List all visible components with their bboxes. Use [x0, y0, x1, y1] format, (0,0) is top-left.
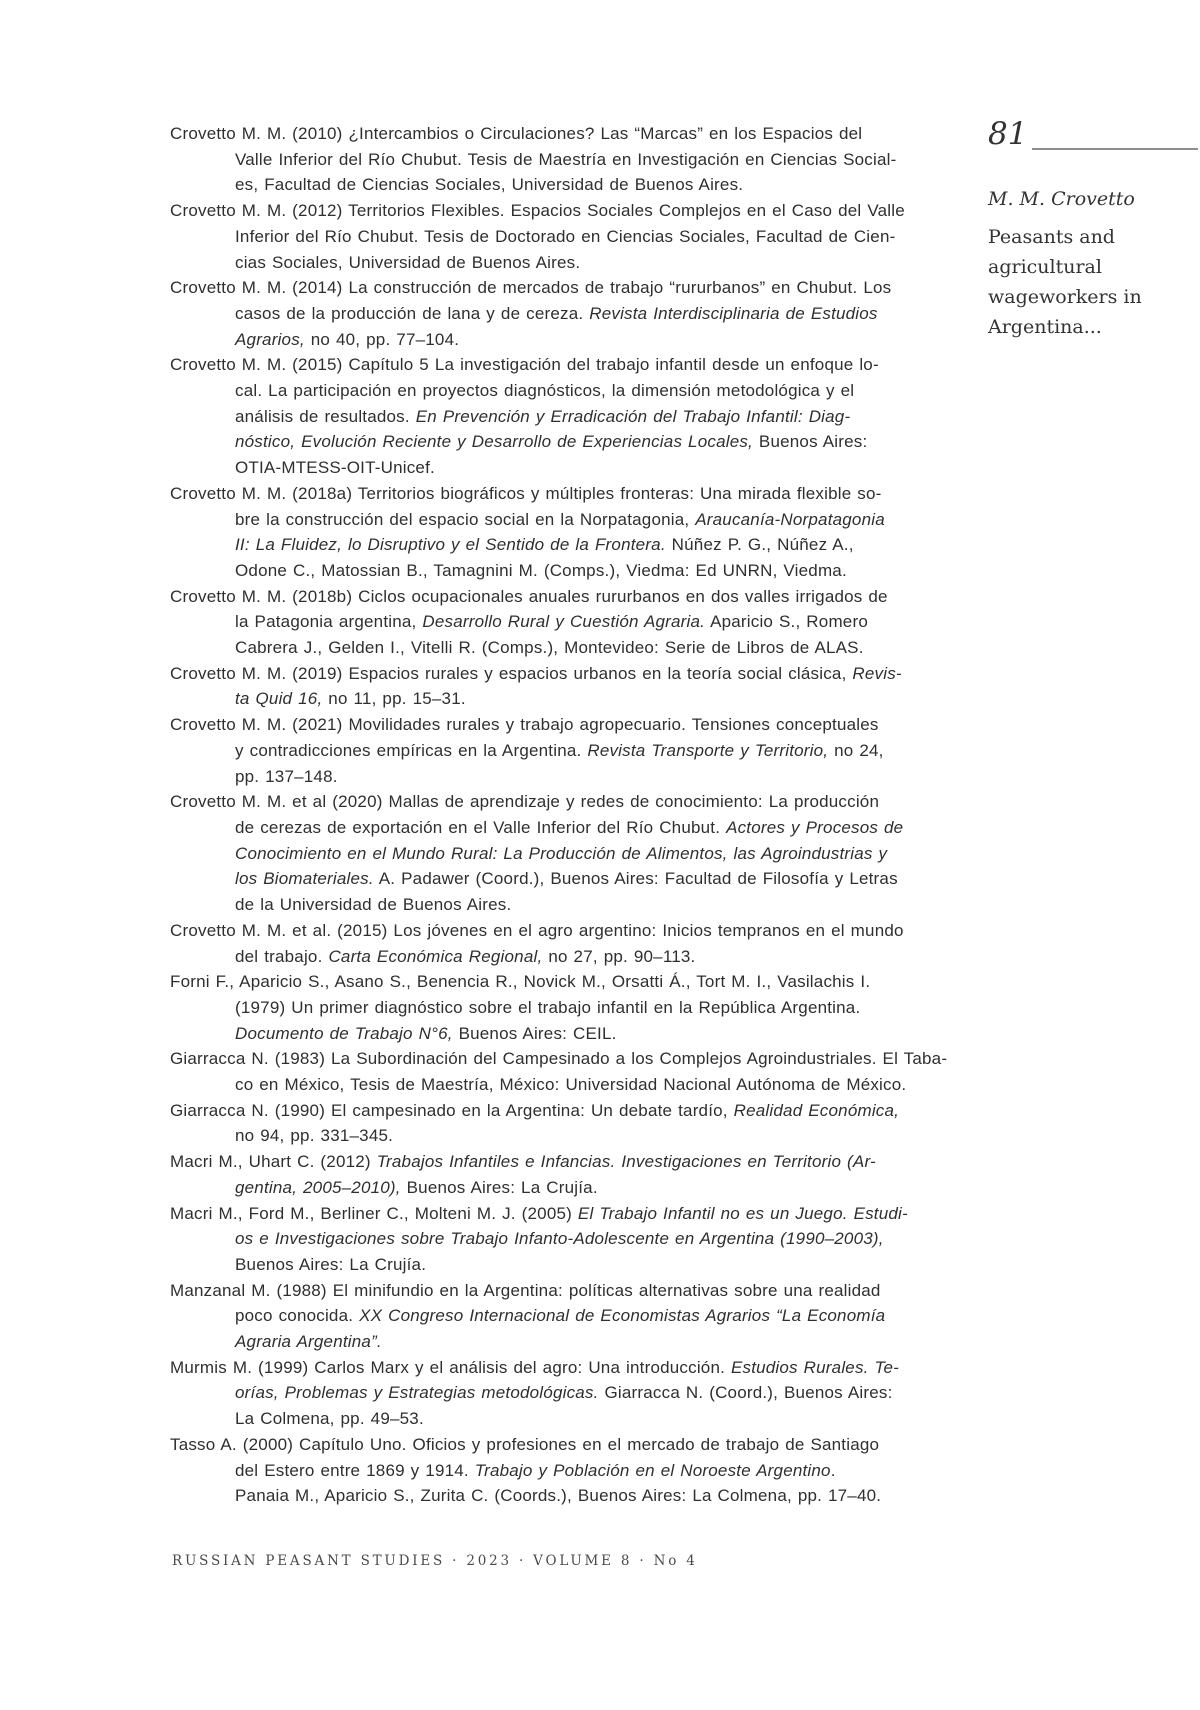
- reference-entry: [170, 275, 980, 352]
- reference-line: [170, 1458, 980, 1484]
- reference-entry: [170, 584, 980, 661]
- reference-text-segment: Manzanal M. (1988) El minifundio en la Argentina: políticas alternativas sobre una realidad: [170, 1280, 881, 1300]
- reference-line: [170, 609, 980, 635]
- reference-italic-segment: Revista Transporte y Territorio,: [587, 740, 829, 760]
- reference-text-segment: Giarracca N. (1983) La Subordinación del Campesinado a los Complejos Agroindustriales. El Taba-: [170, 1049, 948, 1069]
- reference-line: [170, 1175, 980, 1201]
- reference-text-segment: OTIA-MTESS-OIT-Unicef.: [235, 458, 435, 478]
- reference-text-segment: Núñez P. G., Núñez A.,: [665, 535, 854, 555]
- reference-line: [170, 995, 980, 1021]
- reference-text-segment: no 24,: [828, 740, 884, 760]
- reference-line: [170, 404, 980, 430]
- reference-line: [170, 1252, 980, 1278]
- reference-line: [170, 815, 980, 841]
- reference-entry: [170, 1149, 980, 1200]
- reference-line: [170, 686, 980, 712]
- reference-italic-segment: nóstico, Evolución Reciente y Desarrollo de Experiencias Locales,: [235, 432, 753, 452]
- reference-line: [170, 712, 980, 738]
- reference-line: [170, 892, 980, 918]
- reference-line: [170, 121, 980, 147]
- reference-text-segment: Cabrera J., Gelden I., Vitelli R. (Comps.), Montevideo: Serie de Libros de ALAS.: [235, 638, 864, 658]
- reference-line: [170, 250, 980, 276]
- reference-text-segment: Crovetto M. M. (2015) Capítulo 5 La investigación del trabajo infantil desde un enfoque lo-: [170, 355, 879, 375]
- reference-text-segment: Tasso A. (2000) Capítulo Uno. Oficios y profesiones en el mercado de trabajo de Santiago: [170, 1434, 880, 1454]
- running-head-title-line: agricultural: [988, 256, 1102, 278]
- reference-line: [170, 1329, 980, 1355]
- reference-text-segment: Odone C., Matossian B., Tamagnini M. (Comps.), Viedma: Ed UNRN, Viedma.: [235, 560, 847, 580]
- reference-text-segment: Giarracca N. (1990) El campesinado en la Argentina: Un debate tardío,: [170, 1100, 734, 1120]
- reference-line: [170, 866, 980, 892]
- reference-line: [170, 635, 980, 661]
- reference-text-segment: Buenos Aires: La Crujía.: [235, 1254, 427, 1274]
- reference-text-segment: del trabajo.: [235, 946, 329, 966]
- reference-line: [170, 1149, 980, 1175]
- running-head-title-line: Peasants and: [988, 226, 1115, 248]
- reference-text-segment: Crovetto M. M. (2018b) Ciclos ocupacionales anuales rururbanos en dos valles irrigados de: [170, 586, 888, 606]
- page-number: 81: [988, 116, 1028, 152]
- reference-italic-segment: En Prevención y Erradicación del Trabajo Infantil: Diag-: [415, 406, 851, 426]
- running-head-title-line: Argentina...: [988, 316, 1102, 338]
- reference-entry: [170, 121, 980, 198]
- reference-entry: [170, 1046, 980, 1097]
- reference-italic-segment: orías, Problemas y Estrategias metodológicas.: [235, 1383, 599, 1403]
- reference-text-segment: Crovetto M. M. (2012) Territorios Flexibles. Espacios Sociales Complejos en el Caso del Valle: [170, 201, 905, 221]
- reference-entry: [170, 481, 980, 584]
- reference-line: [170, 301, 980, 327]
- reference-entry: [170, 1355, 980, 1432]
- reference-line: [170, 789, 980, 815]
- reference-entry: [170, 1098, 980, 1149]
- reference-line: [170, 198, 980, 224]
- reference-line: [170, 532, 980, 558]
- reference-line: [170, 1046, 980, 1072]
- reference-text-segment: Murmis M. (1999) Carlos Marx y el análisis del agro: Una introducción.: [170, 1357, 731, 1377]
- reference-text-segment: es, Facultad de Ciencias Sociales, Universidad de Buenos Aires.: [235, 175, 744, 195]
- reference-text-segment: A. Padawer (Coord.), Buenos Aires: Facultad de Filosofía y Letras: [373, 869, 898, 889]
- references-list: [170, 121, 980, 1509]
- reference-italic-segment: Carta Económica Regional,: [328, 946, 543, 966]
- reference-entry: [170, 1432, 980, 1509]
- header-rule: [1032, 148, 1198, 150]
- reference-italic-segment: Realidad Económica,: [733, 1100, 900, 1120]
- running-head-title: [988, 222, 1188, 342]
- reference-text-segment: La Colmena, pp. 49–53.: [235, 1409, 424, 1429]
- running-head-author: M. M. Crovetto: [988, 188, 1135, 210]
- reference-italic-segment: Agraria Argentina”.: [235, 1332, 382, 1352]
- reference-italic-segment: Araucanía-Norpatagonia: [695, 509, 885, 529]
- reference-italic-segment: os e Investigaciones sobre Trabajo Infanto-Adolescente en Argentina (1990–2003),: [235, 1229, 884, 1249]
- reference-text-segment: casos de la producción de lana y de cereza.: [235, 303, 590, 323]
- reference-text-segment: Forni F., Aparicio S., Asano S., Benencia R., Novick M., Orsatti Á., Tort M. I., Vasilachis I.: [170, 972, 871, 992]
- reference-text-segment: del Estero entre 1869 y 1914.: [235, 1460, 475, 1480]
- reference-line: [170, 1021, 980, 1047]
- reference-line: [170, 172, 980, 198]
- reference-text-segment: bre la construcción del espacio social en la Norpatagonia,: [235, 509, 696, 529]
- reference-text-segment: co en México, Tesis de Maestría, México: Universidad Nacional Autónoma de México.: [235, 1075, 907, 1095]
- reference-text-segment: Crovetto M. M. (2010) ¿Intercambios o Circulaciones? Las “Marcas” en los Espacios del: [170, 124, 863, 143]
- reference-text-segment: Crovetto M. M. (2019) Espacios rurales y espacios urbanos en la teoría social clásica,: [170, 663, 853, 683]
- reference-line: [170, 1072, 980, 1098]
- reference-entry: [170, 712, 980, 789]
- reference-entry: [170, 789, 980, 918]
- reference-text-segment: Valle Inferior del Río Chubut. Tesis de Maestría en Investigación en Ciencias Social-: [235, 149, 897, 169]
- reference-line: [170, 764, 980, 790]
- reference-text-segment: Crovetto M. M. (2014) La construcción de mercados de trabajo “rururbanos” en Chubut. Los: [170, 278, 892, 298]
- reference-entry: [170, 969, 980, 1046]
- reference-line: [170, 944, 980, 970]
- reference-line: [170, 455, 980, 481]
- reference-italic-segment: Documento de Trabajo N°6,: [235, 1023, 453, 1043]
- reference-entry: [170, 352, 980, 481]
- reference-text-segment: Crovetto M. M. (2018a) Territorios biográficos y múltiples fronteras: Una mirada flexible so-: [170, 483, 882, 503]
- reference-text-segment: Macri M., Uhart C. (2012): [170, 1152, 377, 1172]
- reference-text-segment: Inferior del Río Chubut. Tesis de Doctorado en Ciencias Sociales, Facultad de Cien-: [235, 226, 896, 246]
- reference-line: [170, 1483, 980, 1509]
- reference-text-segment: análisis de resultados.: [235, 406, 416, 426]
- reference-line: [170, 1201, 980, 1227]
- reference-text-segment: Aparicio S., Romero: [705, 612, 868, 632]
- reference-text-segment: de la Universidad de Buenos Aires.: [235, 895, 512, 915]
- reference-line: [170, 584, 980, 610]
- reference-italic-segment: Estudios Rurales. Te-: [730, 1357, 900, 1377]
- reference-text-segment: Buenos Aires: La Crujía.: [400, 1177, 598, 1197]
- reference-italic-segment: II: La Fluidez, lo Disruptivo y el Sentido de la Frontera.: [235, 535, 666, 555]
- reference-italic-segment: Revis-: [852, 663, 902, 683]
- reference-line: [170, 558, 980, 584]
- reference-italic-segment: Revista Interdisciplinaria de Estudios: [589, 303, 878, 323]
- reference-text-segment: (1979) Un primer diagnóstico sobre el trabajo infantil en la República Argentina.: [235, 997, 861, 1017]
- reference-italic-segment: Trabajos Infantiles e Infancias. Investigaciones en Territorio (Ar-: [376, 1152, 876, 1172]
- reference-text-segment: y contradicciones empíricas en la Argentina.: [235, 740, 588, 760]
- reference-text-segment: Panaia M., Aparicio S., Zurita C. (Coords.), Buenos Aires: La Colmena, pp. 17–40.: [235, 1486, 882, 1506]
- journal-footer: RUSSIAN PEASANT STUDIES · 2023 · VOLUME 8 · No 4: [172, 1553, 698, 1569]
- reference-line: [170, 224, 980, 250]
- reference-text-segment: Buenos Aires: CEIL.: [452, 1023, 617, 1043]
- reference-text-segment: la Patagonia argentina,: [235, 612, 423, 632]
- reference-text-segment: Crovetto M. M. et al (2020) Mallas de aprendizaje y redes de conocimiento: La producción: [170, 792, 880, 812]
- running-head-title-line: wageworkers in: [988, 286, 1142, 308]
- reference-text-segment: Giarracca N. (Coord.), Buenos Aires:: [598, 1383, 893, 1403]
- reference-line: [170, 275, 980, 301]
- reference-text-segment: Buenos Aires:: [752, 432, 868, 452]
- reference-text-segment: Crovetto M. M. et al. (2015) Los jóvenes en el agro argentino: Inicios tempranos en el mundo: [170, 920, 904, 940]
- reference-text-segment: no 11, pp. 15–31.: [322, 689, 466, 709]
- reference-entry: [170, 918, 980, 969]
- reference-text-segment: poco conocida.: [235, 1306, 360, 1326]
- reference-italic-segment: gentina, 2005–2010),: [235, 1177, 401, 1197]
- reference-line: [170, 1432, 980, 1458]
- reference-italic-segment: los Biomateriales.: [235, 869, 374, 889]
- reference-line: [170, 429, 980, 455]
- reference-text-segment: de cerezas de exportación en el Valle Inferior del Río Chubut.: [235, 817, 727, 837]
- reference-line: [170, 969, 980, 995]
- reference-italic-segment: ta Quid 16,: [235, 689, 323, 709]
- reference-line: [170, 1278, 980, 1304]
- reference-entry: [170, 661, 980, 712]
- reference-line: [170, 738, 980, 764]
- reference-italic-segment: Desarrollo Rural y Cuestión Agraria.: [422, 612, 706, 632]
- reference-line: [170, 1355, 980, 1381]
- reference-text-segment: .: [830, 1460, 836, 1480]
- reference-line: [170, 352, 980, 378]
- reference-text-segment: cal. La participación en proyectos diagnósticos, la dimensión metodológica y el: [235, 381, 855, 401]
- reference-italic-segment: XX Congreso Internacional de Economistas Agrarios “La Economía: [359, 1306, 886, 1326]
- reference-entry: [170, 1278, 980, 1355]
- reference-line: [170, 841, 980, 867]
- reference-line: [170, 1098, 980, 1124]
- reference-line: [170, 378, 980, 404]
- reference-line: [170, 1406, 980, 1432]
- reference-entry: [170, 1201, 980, 1278]
- reference-line: [170, 507, 980, 533]
- reference-italic-segment: Conocimiento en el Mundo Rural: La Producción de Alimentos, las Agroindustrias y: [235, 843, 888, 863]
- reference-text-segment: Crovetto M. M. (2021) Movilidades rurales y trabajo agropecuario. Tensiones conceptuales: [170, 715, 879, 735]
- reference-text-segment: pp. 137–148.: [235, 766, 338, 786]
- reference-italic-segment: Agrarios,: [235, 329, 305, 349]
- reference-line: [170, 1123, 980, 1149]
- reference-line: [170, 1380, 980, 1406]
- reference-line: [170, 327, 980, 353]
- reference-line: [170, 147, 980, 173]
- reference-text-segment: no 27, pp. 90–113.: [542, 946, 696, 966]
- reference-entry: [170, 198, 980, 275]
- reference-line: [170, 918, 980, 944]
- reference-italic-segment: El Trabajo Infantil no es un Juego. Estudi-: [577, 1203, 908, 1223]
- reference-text-segment: cias Sociales, Universidad de Buenos Aires.: [235, 252, 581, 272]
- reference-line: [170, 661, 980, 687]
- reference-italic-segment: Actores y Procesos de: [726, 817, 904, 837]
- reference-italic-segment: Trabajo y Población en el Noroeste Argentino: [474, 1460, 831, 1480]
- reference-line: [170, 481, 980, 507]
- reference-text-segment: no 94, pp. 331–345.: [235, 1126, 394, 1146]
- reference-text-segment: no 40, pp. 77–104.: [304, 329, 460, 349]
- reference-line: [170, 1303, 980, 1329]
- reference-text-segment: Macri M., Ford M., Berliner C., Molteni M. J. (2005): [170, 1203, 578, 1223]
- reference-line: [170, 1226, 980, 1252]
